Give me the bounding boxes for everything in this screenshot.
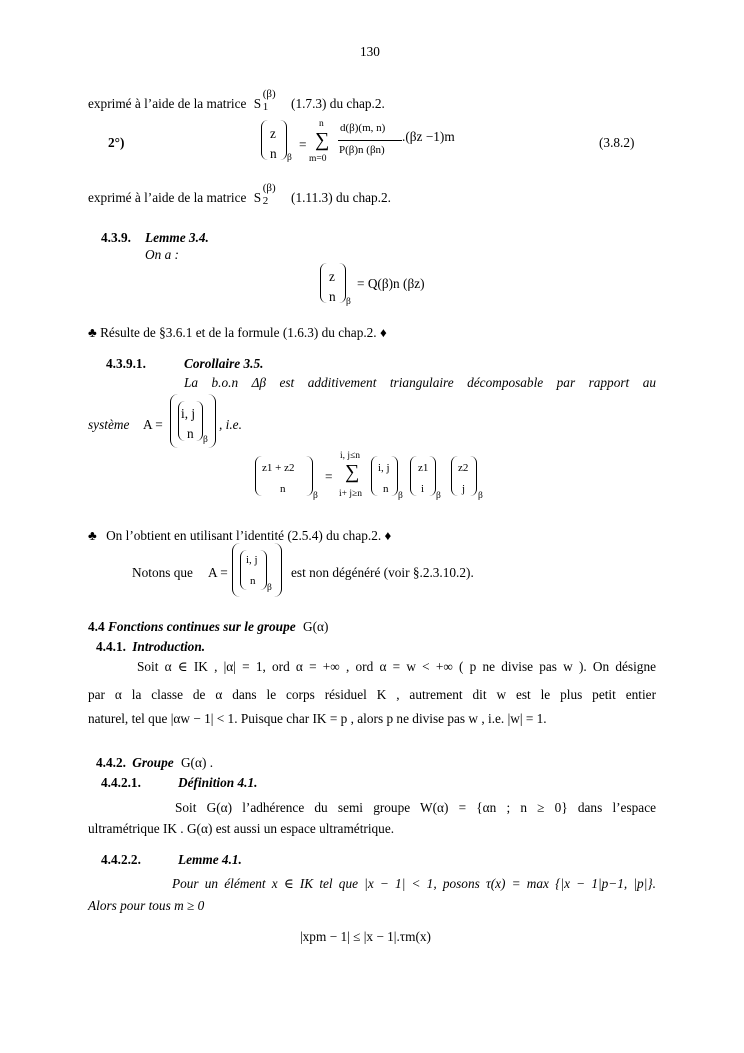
notons-text: est non dégénéré (voir §.2.3.10.2).	[291, 565, 474, 580]
lemma-title: Lemme 4.1.	[178, 852, 242, 867]
subsection-heading	[96, 640, 205, 653]
subscript-beta: β	[267, 583, 272, 593]
lemma-number: 4.3.9.	[101, 230, 131, 245]
equals: =	[325, 469, 333, 484]
binom-top: z	[270, 126, 276, 141]
subsection-number: 4.4.1.	[96, 639, 126, 654]
subsection-math: G(α) .	[180, 755, 214, 770]
text: (1.11.3) du chap.2.	[291, 190, 391, 205]
section-number: 4.4	[88, 619, 105, 634]
definition-title: Définition 4.1.	[178, 775, 258, 790]
lemma-number: 4.4.2.2.	[101, 852, 141, 867]
binom-top: z	[329, 269, 335, 284]
definition-line: ultramétrique IK . G(α) est aussi un espace ultramétrique.	[88, 821, 395, 836]
equation-label: 2°)	[108, 135, 125, 150]
subscript-beta: β	[436, 491, 441, 501]
superscript: (β)	[262, 182, 276, 194]
subscript-beta: β	[346, 297, 351, 307]
intro-line: naturel, tel que |αw − 1| < 1. Puisque char IK = p , alors p ne divise pas w , i.e. |w| = 1.	[88, 711, 547, 726]
lemma-line: Pour un élément x ∈ IK tel que |x − 1| < 1, posons τ(x) = max {|x − 1|p−1, |p|}.	[172, 876, 656, 891]
notons-text: Notons que	[132, 565, 193, 580]
intro-line: Soit α ∈ IK , |α| = 1, ord α = +∞ , ord α = w < +∞ ( p ne divise pas w ). On désigne	[137, 659, 656, 674]
page-number: 130	[360, 44, 380, 59]
subsection-title: Introduction.	[132, 639, 206, 654]
subscript-beta: β	[203, 435, 208, 445]
sum-top: n	[319, 119, 324, 129]
result-line	[88, 529, 391, 542]
corollary-line: La b.o.n Δβ est additivement triangulaire décomposable par rapport au	[184, 375, 656, 390]
subscript: 1	[262, 101, 269, 113]
intro-line: par α la classe de α dans le corps résiduel K , autrement dit w est le plus petit entier	[88, 687, 656, 702]
diamond-icon: ♦	[379, 325, 387, 340]
paragraph-matrix-s1	[88, 88, 385, 113]
sum-bottom: i+ j≥n	[339, 489, 362, 499]
fraction-numerator: d(β)(m, n)	[340, 122, 386, 134]
sum-sign: ∑	[315, 129, 330, 151]
lemma-formula: |xpm − 1| ≤ |x − 1|.τm(x)	[300, 929, 431, 944]
binom-bottom: n	[383, 483, 389, 495]
club-icon: ♣	[88, 325, 97, 340]
power-term: .(βz −1)m	[402, 129, 455, 144]
binom-bottom: n	[270, 146, 277, 161]
definition-number: 4.4.2.1.	[101, 775, 141, 790]
sum-bottom: m=0	[309, 154, 327, 164]
subsection-number: 4.4.2.	[96, 755, 126, 770]
result-line	[88, 326, 387, 339]
subscript-beta: β	[287, 153, 292, 163]
binom-top: i, j	[181, 406, 196, 421]
definition-line: Soit G(α) l’adhérence du semi groupe W(α) = {αn ; n ≥ 0} dans l’espace	[175, 800, 656, 815]
sum-top: i, j≤n	[340, 451, 360, 461]
section-heading	[88, 620, 328, 633]
section-math: G(α)	[302, 619, 329, 634]
equation-rhs: = Q(β)n (βz)	[357, 276, 425, 291]
matrix-a-equals: A =	[143, 417, 163, 432]
symbol-s: S	[253, 190, 262, 205]
subsection-title: Groupe	[132, 755, 174, 770]
equation-number: (3.8.2)	[599, 135, 635, 150]
subscript-beta: β	[478, 491, 483, 501]
binom-bottom: n	[329, 289, 336, 304]
equals: =	[299, 137, 307, 152]
lemma-line: Alors pour tous m ≥ 0	[88, 898, 205, 913]
binom-top: z1	[418, 462, 429, 474]
binom-top: z2	[458, 462, 469, 474]
binom-top: i, j	[246, 554, 258, 566]
text: exprimé à l’aide de la matrice	[88, 96, 247, 111]
result-text: On l’obtient en utilisant l’identité (2.5.4) du chap.2.	[106, 528, 382, 543]
paragraph-matrix-s2	[88, 182, 391, 207]
diamond-icon: ♦	[384, 528, 392, 543]
matrix-a-equals: A =	[208, 565, 228, 580]
superscript: (β)	[262, 88, 276, 100]
binom-bottom: n	[280, 483, 286, 495]
corollary-title: Corollaire 3.5.	[184, 356, 264, 371]
corollary-number: 4.3.9.1.	[106, 356, 146, 371]
symbol-s: S	[253, 96, 262, 111]
result-text: Résulte de §3.6.1 et de la formule (1.6.3) du chap.2.	[100, 325, 377, 340]
subscript-beta: β	[398, 491, 403, 501]
ie-label: , i.e.	[219, 417, 242, 432]
fraction-denominator: P(β)n (βn)	[339, 144, 385, 156]
binom-top: z1 + z2	[262, 462, 295, 474]
binom-bottom: i	[421, 483, 425, 495]
lemma-title: Lemme 3.4.	[145, 230, 209, 245]
binom-bottom: j	[462, 483, 466, 495]
subscript-beta: β	[313, 491, 318, 501]
subsection-heading	[96, 756, 213, 769]
binom-bottom: n	[250, 575, 256, 587]
section-title: Fonctions continues sur le groupe	[107, 619, 296, 634]
sum-sign: ∑	[345, 461, 360, 483]
binom-top: i, j	[378, 462, 390, 474]
subscript: 2	[262, 195, 269, 207]
text: exprimé à l’aide de la matrice	[88, 190, 247, 205]
club-icon: ♣	[88, 528, 97, 543]
text: (1.7.3) du chap.2.	[291, 96, 385, 111]
systeme-label: système	[88, 417, 130, 432]
binom-bottom: n	[187, 426, 194, 441]
lemma-text: On a :	[145, 247, 179, 262]
